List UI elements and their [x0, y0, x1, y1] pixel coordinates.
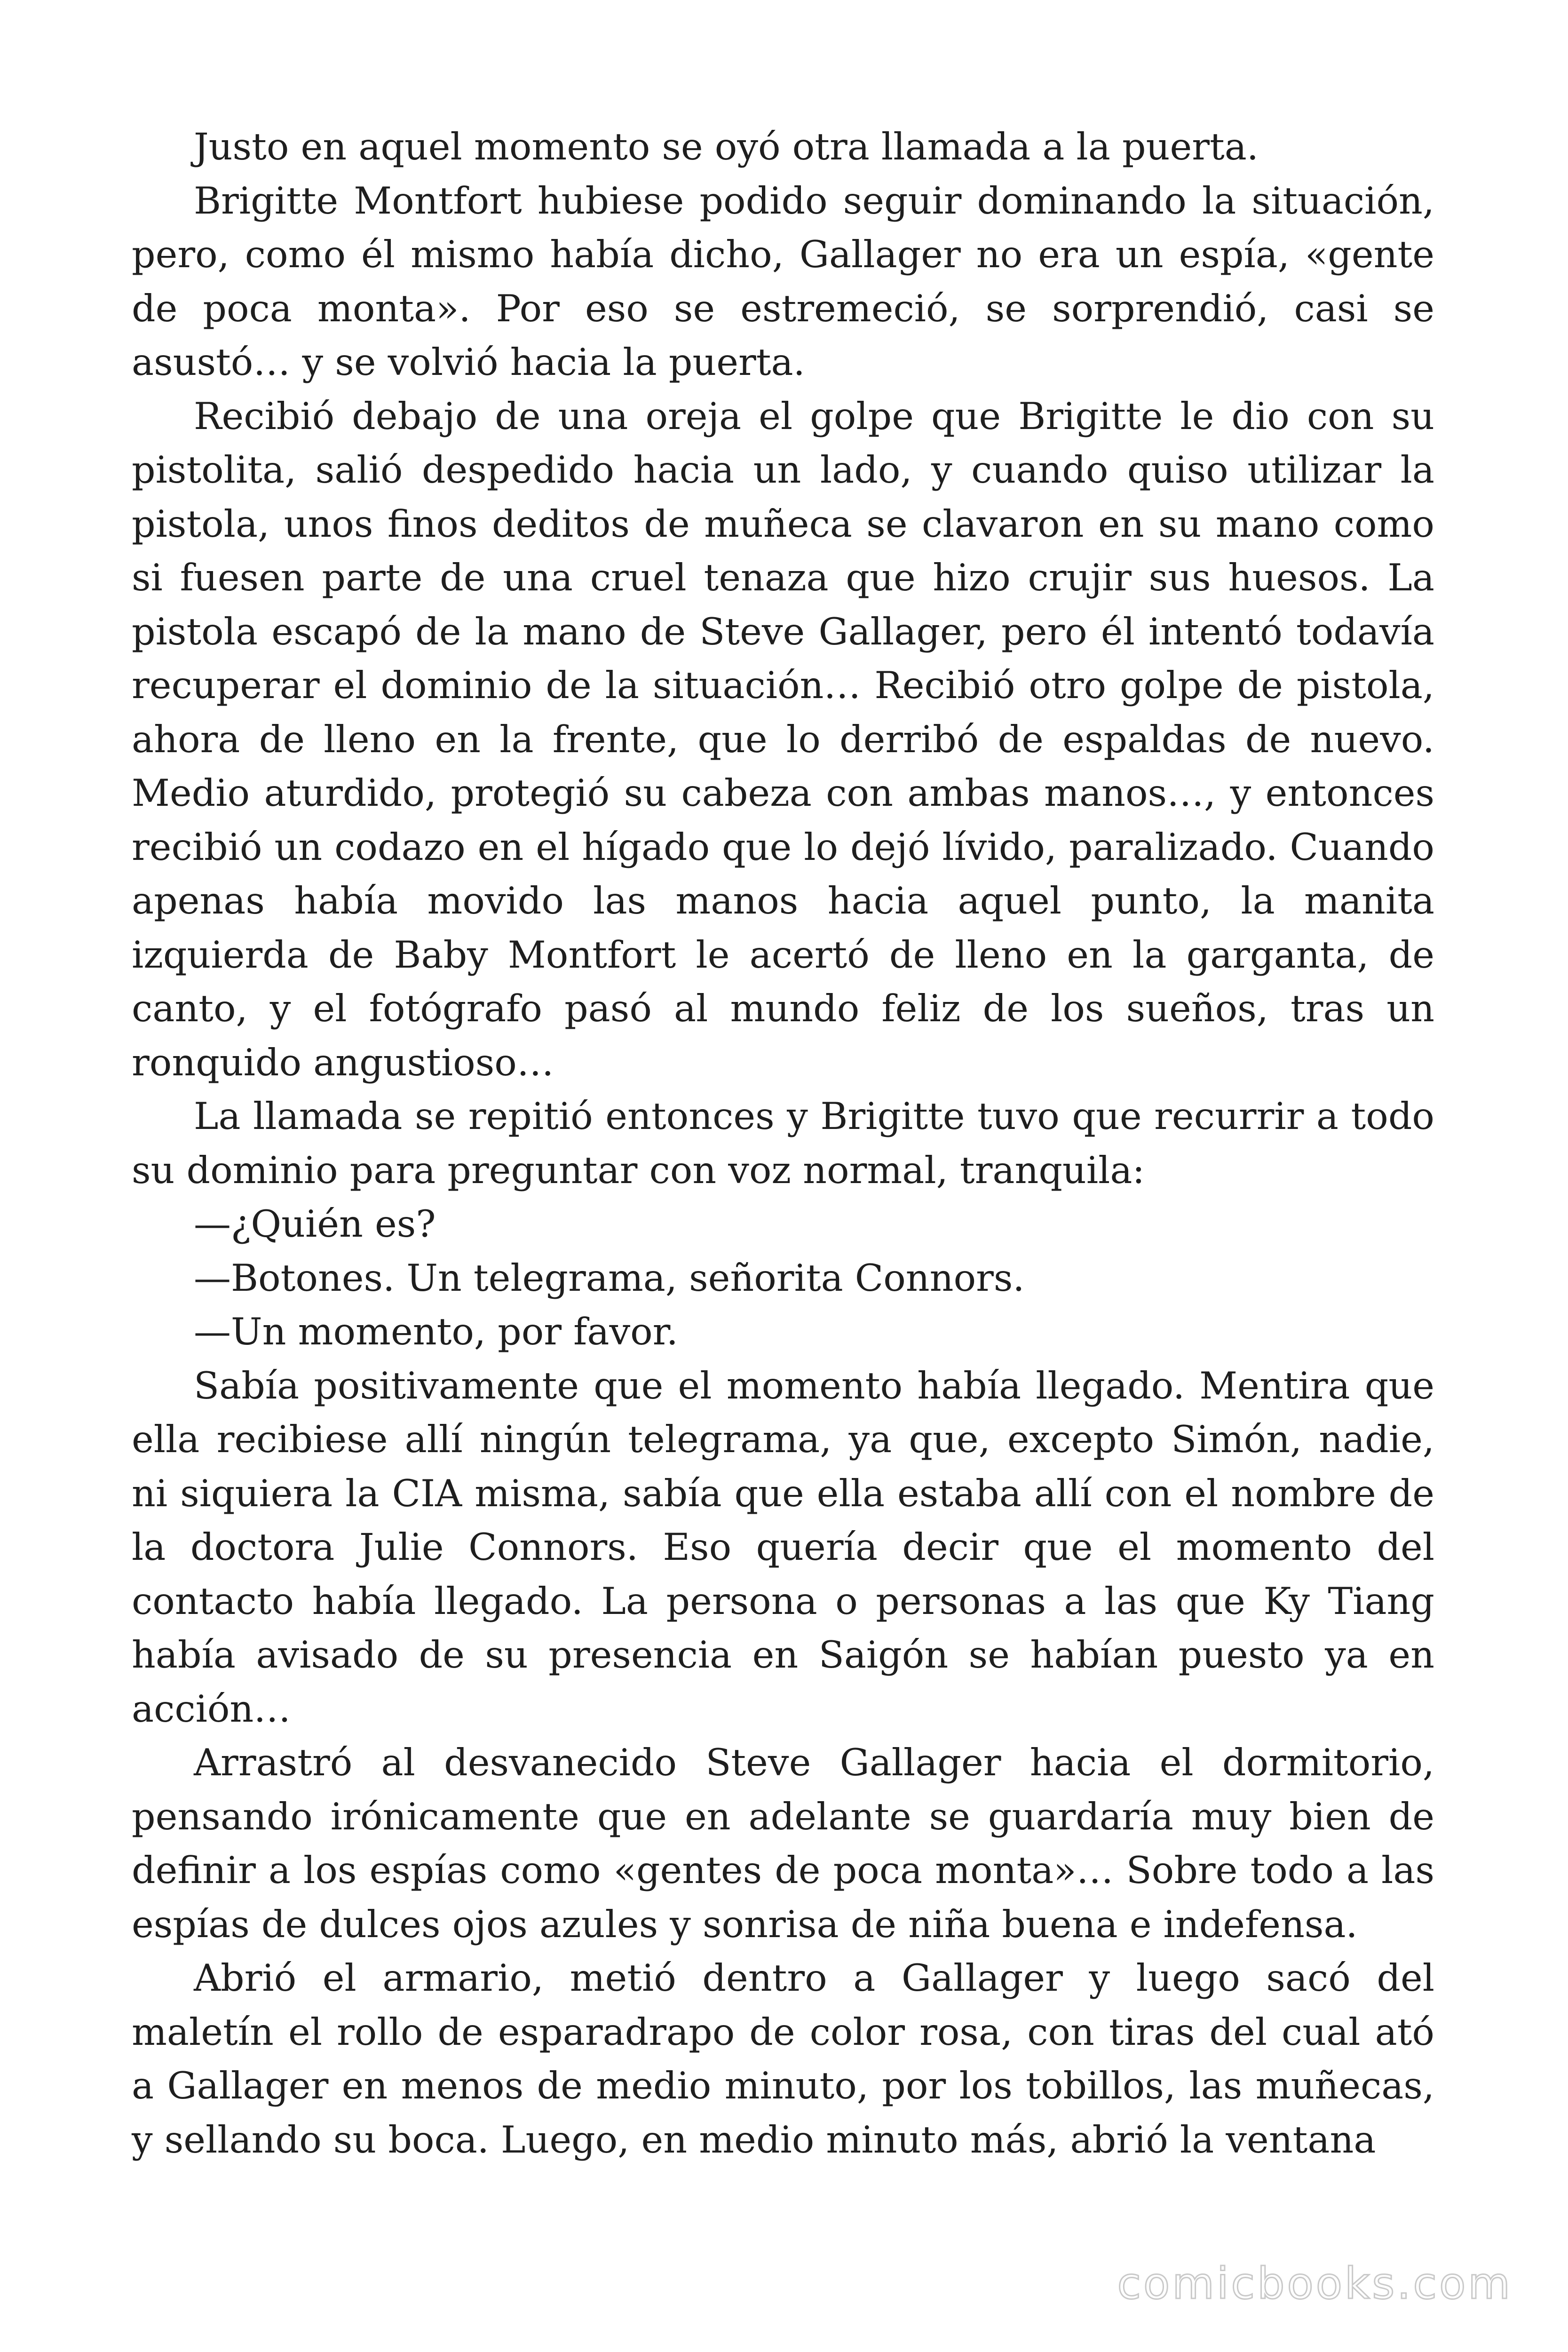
dialogue-line: —Botones. Un telegrama, señorita Connors.: [194, 1256, 1025, 1300]
paragraph: Arrastró al desvanecido Steve Gallager hacia el dormitorio, pensando irónicamente que en adelante se guardaría muy bien de definir a los espías como «gentes de poca monta»… Sobre todo a las espías de dulces ojos azules y sonrisa de niña buena e indefensa.: [132, 1741, 1434, 1946]
text-body: [132, 120, 1434, 2167]
paragraph: Recibió debajo de una oreja el golpe que Brigitte le dio con su pistolita, salió despedido hacia un lado, y cuando quiso utilizar la pistola, unos finos deditos de muñeca se clavaron en su mano como si fuesen parte de una cruel tenaza que hizo crujir sus huesos. La pistola escapó de la mano de Steve Gallager, pero él intentó todavía recuperar el dominio de la situación… Recibió otro golpe de pistola, ahora de lleno en la frente, que lo derribó de espaldas de nuevo. Medio aturdido, protegió su cabeza con ambas manos…, y entonces recibió un codazo en el hígado que lo dejó lívido, paralizado. Cuando apenas había movido las manos hacia aquel punto, la manita izquierda de Baby Montfort le acertó de lleno en la garganta, de canto, y el fotógrafo pasó al mundo feliz de los sueños, tras un ronquido angustioso…: [132, 394, 1434, 1084]
dialogue-line: —¿Quién es?: [194, 1202, 436, 1246]
paragraph: Brigitte Montfort hubiese podido seguir dominando la situación, pero, como él mismo había dicho, Gallager no era un espía, «gente de poca monta». Por eso se estremeció, se sorprendió, casi se asustó… y se volvió hacia la puerta.: [132, 179, 1434, 384]
paragraph: Abrió el armario, metió dentro a Gallager y luego sacó del maletín el rollo de esparadrapo de color rosa, con tiras del cual ató a Gallager en menos de medio minuto, por los tobillos, las muñecas, y sellando su boca. Luego, en medio minuto más, abrió la ventana: [132, 1956, 1434, 2161]
dialogue-line: —Un momento, por favor.: [194, 1310, 678, 1353]
paragraph: Sabía positivamente que el momento había llegado. Mentira que ella recibiese allí ningún telegrama, ya que, excepto Simón, nadie, ni siquiera la CIA misma, sabía que ella estaba allí con el nombre de la doctora Julie Connors. Eso quería decir que el momento del contacto había llegado. La persona o personas a las que Ky Tiang había avisado de su presencia en Saigón se habían puesto ya en acción…: [132, 1364, 1434, 1731]
paragraph: Justo en aquel momento se oyó otra llamada a la puerta.: [194, 125, 1259, 168]
paragraph: La llamada se repitió entonces y Brigitte tuvo que recurrir a todo su dominio para preguntar con voz normal, tranquila:: [132, 1095, 1434, 1192]
watermark: comicbooks.com: [1117, 2258, 1513, 2309]
